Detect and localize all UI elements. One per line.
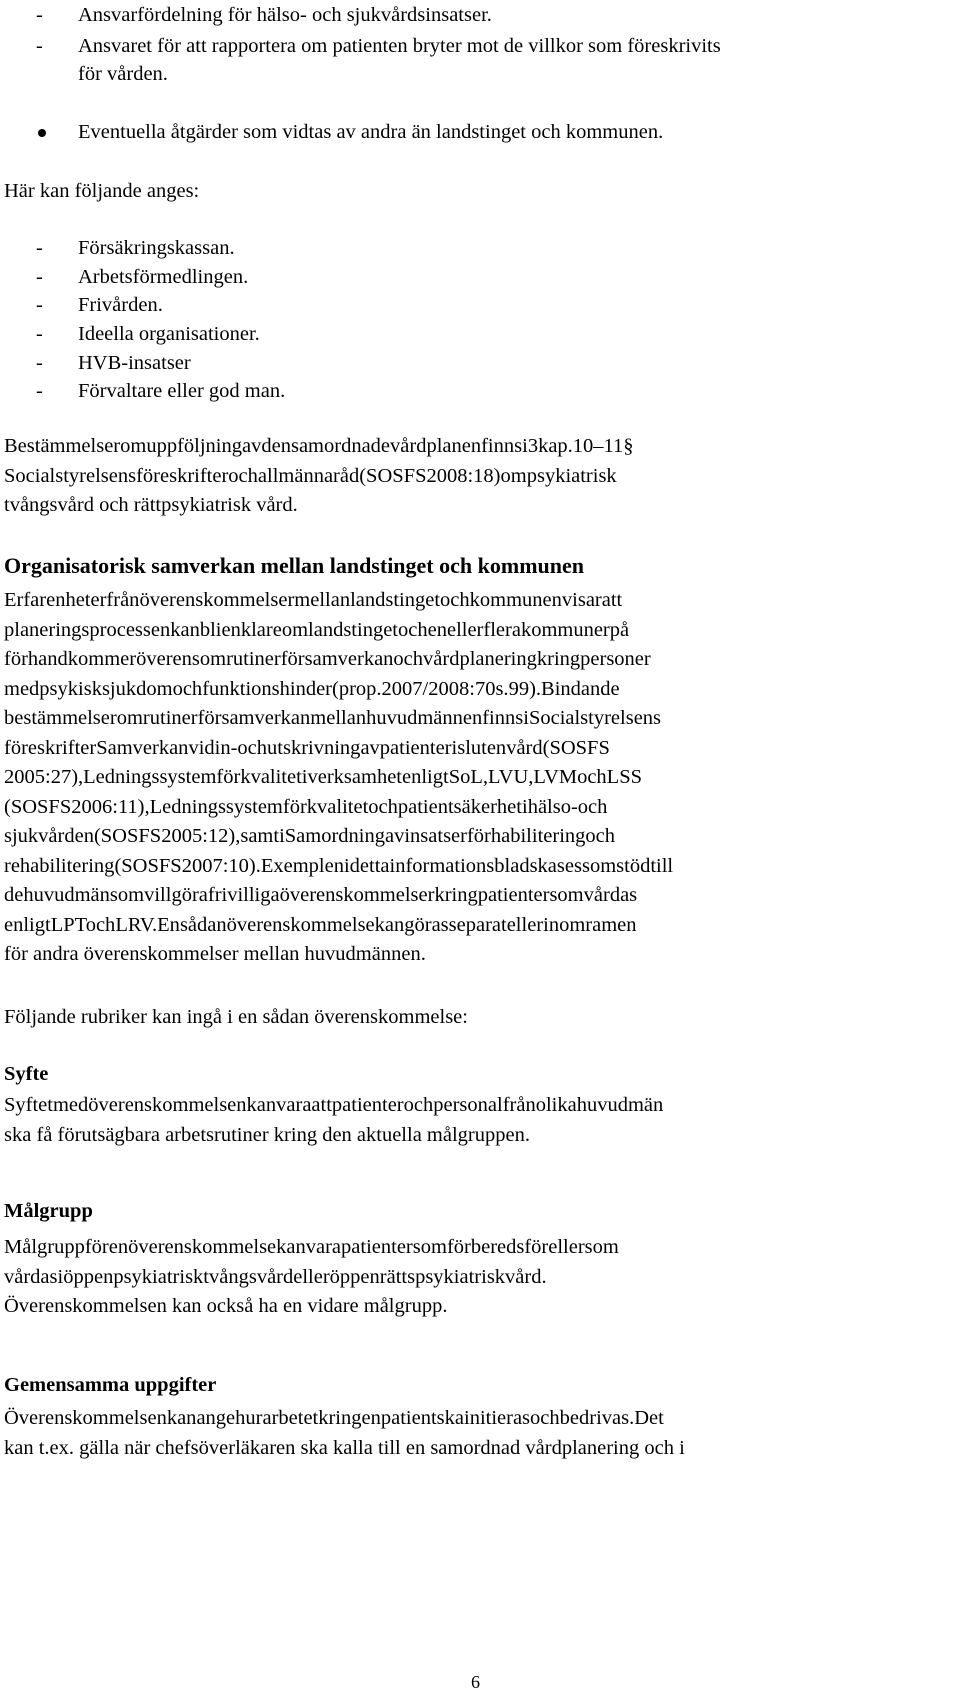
- word: råd: [333, 464, 360, 487]
- dash-item-text: HVB-insatser: [78, 352, 191, 374]
- word: Samverkan: [96, 736, 189, 759]
- word: bestämmelser: [4, 707, 117, 729]
- word: vid: [188, 736, 215, 759]
- word: Bindande: [541, 677, 620, 700]
- word: i: [279, 825, 285, 847]
- word: ska: [529, 854, 557, 877]
- paragraph-line: [4, 881, 956, 911]
- paragraph-line: [4, 586, 956, 616]
- word: informationsblad: [389, 854, 530, 877]
- word: rehabilitering: [4, 854, 115, 877]
- word: LSS: [606, 766, 642, 788]
- word: i: [522, 435, 528, 457]
- word: flera: [483, 618, 521, 641]
- word: –: [593, 435, 604, 457]
- word: mellan: [310, 707, 367, 729]
- word: Ledningssystem: [83, 766, 217, 788]
- paragraph-line: [4, 1263, 956, 1293]
- word: eller: [446, 618, 484, 641]
- word: samverkan: [304, 648, 394, 670]
- word: som: [109, 884, 145, 906]
- word: göras: [404, 913, 449, 936]
- malgrupp-paragraph: [4, 1233, 956, 1322]
- word: och: [85, 913, 116, 936]
- word: om: [500, 464, 527, 487]
- word: från: [106, 589, 140, 611]
- word: LVM: [533, 766, 578, 788]
- word: ange: [196, 1407, 236, 1429]
- word: (SOSFS: [4, 795, 72, 818]
- section-paragraph: [4, 586, 956, 970]
- word: kvalitet: [240, 766, 302, 788]
- word: överenskommelse: [226, 913, 375, 936]
- word: initieras: [464, 1407, 531, 1429]
- word: med: [4, 677, 40, 700]
- word: Socialstyrelsens: [4, 464, 137, 487]
- word: separat: [448, 913, 507, 936]
- malgrupp-heading: Målgrupp: [4, 1200, 93, 1222]
- word: ska: [436, 1407, 464, 1429]
- word: och: [228, 464, 258, 487]
- paragraph-line: [4, 616, 956, 646]
- word: rutiner: [226, 648, 281, 670]
- word: sådan: [179, 913, 227, 936]
- word: personal: [433, 1094, 503, 1116]
- word: samordnade: [290, 435, 391, 457]
- word: psykiatrisk: [526, 464, 617, 487]
- word: kring: [434, 884, 478, 906]
- dash-item-text: Försäkringskassan.: [78, 237, 235, 259]
- word: frivilliga: [207, 884, 280, 906]
- word: kan: [246, 1094, 277, 1116]
- word: kring: [536, 648, 581, 670]
- paragraph-line: [4, 675, 956, 705]
- syfte-paragraph: [4, 1091, 956, 1150]
- anges-intro: Här kan följande anges:: [4, 180, 200, 202]
- rubriker-intro: Följande rubriker kan ingå i en sådan överenskommelse:: [4, 1006, 468, 1028]
- word: kan: [170, 618, 200, 641]
- word: om: [281, 618, 309, 641]
- word: att: [601, 589, 623, 611]
- word: vill: [144, 884, 172, 906]
- word: sluten: [457, 736, 507, 759]
- word: personer: [580, 648, 651, 670]
- dash-item-text: Ansvaret för att rapportera om patienten bryter mot de villkor som föreskrivits: [78, 35, 721, 57]
- word: i: [301, 766, 308, 788]
- word: Exemplen: [260, 854, 344, 877]
- word: och: [172, 677, 203, 700]
- word: med: [52, 1094, 89, 1116]
- uppfoljning-paragraph: [4, 432, 956, 521]
- word: Socialstyrelsens: [528, 707, 662, 729]
- paragraph-line: [4, 645, 956, 675]
- word: utskrivning: [267, 736, 361, 759]
- word: överenskommelsen: [88, 1094, 247, 1116]
- word: Det: [634, 1407, 664, 1429]
- word: 10: [572, 435, 594, 457]
- word: samt: [240, 825, 280, 847]
- word: patienter: [331, 1094, 404, 1116]
- word: för: [466, 825, 491, 847]
- word: §: [623, 435, 634, 457]
- word: enklare: [221, 618, 282, 641]
- paragraph-line: [4, 734, 956, 764]
- word: SoL,: [448, 766, 488, 788]
- word: kan: [276, 1236, 306, 1258]
- word: patienter: [341, 1236, 413, 1258]
- word: 2008:18): [426, 464, 501, 487]
- word: förhand: [4, 648, 68, 670]
- word: (SOSFS: [542, 736, 610, 759]
- word: in-: [214, 736, 238, 759]
- word: överenskommelser: [139, 589, 295, 611]
- word: Målgrupp: [4, 1236, 85, 1258]
- word: Ledningssystem: [149, 795, 283, 818]
- word: och: [530, 1407, 560, 1429]
- word: 99).: [508, 677, 542, 700]
- word: rutiner: [142, 707, 198, 729]
- word: vara: [276, 1094, 312, 1116]
- dash-item-continuation: för vården.: [78, 63, 168, 85]
- word: 2006:11),: [71, 795, 150, 818]
- word: psykisk: [39, 677, 102, 700]
- paragraph-line: för andra överenskommelser mellan huvudmännen.: [4, 943, 426, 965]
- word: (SOSFS: [359, 464, 427, 487]
- word: LVU,: [488, 766, 534, 788]
- word: hälso-: [527, 795, 578, 818]
- dash-marker: -: [36, 323, 43, 345]
- word: från: [502, 1094, 536, 1116]
- word: och: [403, 1094, 434, 1116]
- word: uppföljning: [146, 435, 243, 457]
- word: eller: [293, 1265, 330, 1288]
- word: (prop.: [332, 677, 382, 700]
- word: överenskommelse: [128, 1236, 277, 1258]
- word: att: [311, 1094, 332, 1116]
- word: planeringsprocessen: [4, 618, 171, 641]
- word: Samordning: [284, 825, 385, 847]
- paragraph-line: tvångsvård och rättpsykiatrisk vård.: [4, 494, 298, 516]
- word: tvångsvård: [203, 1265, 294, 1288]
- word: finns: [482, 707, 524, 729]
- word: föreskrifter: [4, 736, 97, 759]
- paragraph-line: [4, 793, 956, 823]
- word: Erfarenheter: [4, 589, 107, 611]
- gemensamma-heading: Gemensamma uppgifter: [4, 1374, 217, 1396]
- word: 2005:12),: [161, 825, 241, 847]
- word: till: [650, 854, 674, 877]
- word: för: [280, 648, 305, 670]
- paragraph-line: [4, 1091, 956, 1121]
- word: vård.: [505, 1265, 547, 1288]
- page-number: 6: [471, 1672, 480, 1692]
- word: allmänna: [257, 464, 334, 487]
- word: visar: [561, 589, 602, 611]
- word: kommuner: [520, 618, 610, 641]
- word: bedrivas.: [559, 1407, 635, 1429]
- word: rättspsykiatrisk: [379, 1265, 506, 1288]
- word: (SOSFS: [93, 825, 162, 847]
- section-heading: Organisatorisk samverkan mellan landstinget och kommunen: [4, 553, 584, 578]
- word: ramen: [585, 913, 637, 936]
- dash-marker: -: [36, 352, 43, 374]
- word: 11: [603, 435, 624, 457]
- paragraph-line: [4, 852, 956, 882]
- word: och: [440, 589, 470, 611]
- word: vård: [506, 736, 543, 759]
- paragraph-line: [4, 1233, 956, 1263]
- word: kap.: [538, 435, 573, 457]
- word: på: [609, 618, 630, 641]
- word: och: [368, 795, 398, 818]
- word: landstinget: [308, 618, 398, 641]
- word: som: [584, 1236, 619, 1258]
- word: om: [116, 707, 143, 729]
- word: samverkan: [221, 707, 311, 729]
- word: för: [216, 766, 241, 788]
- word: och: [577, 795, 608, 818]
- word: Överenskommelsen: [4, 1407, 167, 1429]
- dash-marker: -: [36, 294, 43, 316]
- paragraph-line: [4, 822, 956, 852]
- dash-marker: -: [36, 35, 43, 57]
- word: och: [585, 825, 616, 847]
- word: vårdas: [583, 884, 638, 906]
- word: patienter: [477, 884, 550, 906]
- paragraph-line: kan t.ex. gälla när chefsöverläkaren ska kalla till en samordnad vårdplanering och i: [4, 1436, 685, 1459]
- word: 2007/2008:70: [381, 677, 496, 700]
- word: för: [197, 707, 222, 729]
- dash-item-text: Ansvarfördelning för hälso- och sjukvårdsinsatser.: [78, 4, 492, 26]
- word: eller: [548, 1236, 585, 1258]
- word: i: [451, 736, 458, 759]
- word: patienter: [379, 736, 452, 759]
- word: i: [523, 707, 529, 729]
- word: de: [4, 884, 24, 906]
- word: bli: [199, 618, 222, 641]
- word: landstinget: [350, 589, 441, 611]
- word: en: [108, 1236, 129, 1258]
- word: den: [261, 435, 291, 457]
- word: finns: [481, 435, 523, 457]
- word: och: [398, 618, 428, 641]
- word: kommunen: [469, 589, 562, 611]
- word: göra: [171, 884, 208, 906]
- word: patient: [380, 1407, 437, 1429]
- dash-item-text: Förvaltare eller god man.: [78, 380, 286, 402]
- dash-marker: -: [36, 380, 43, 402]
- word: kan: [374, 913, 405, 936]
- word: LRV.: [115, 913, 158, 936]
- word: detta: [349, 854, 390, 877]
- dash-marker: -: [36, 237, 43, 259]
- word: en: [427, 618, 447, 641]
- word: kvalitet: [306, 795, 369, 818]
- word: överenskommelser: [279, 884, 435, 906]
- word: och: [237, 736, 268, 759]
- word: föreskrifter: [136, 464, 229, 487]
- word: eller: [506, 913, 544, 936]
- word: som: [581, 854, 617, 877]
- word: olika: [535, 1094, 577, 1116]
- word: habilitering: [490, 825, 586, 847]
- word: mellan: [294, 589, 351, 611]
- paragraph-line: [4, 1404, 956, 1434]
- bullet-icon: [38, 129, 46, 137]
- word: för: [524, 1236, 549, 1258]
- word: för: [84, 1236, 109, 1258]
- word: ses: [556, 854, 582, 877]
- word: inom: [543, 913, 586, 936]
- dash-marker: -: [36, 266, 43, 288]
- paragraph-line: Överenskommelsen kan också ha en vidare målgrupp.: [4, 1295, 448, 1317]
- word: i: [521, 795, 528, 818]
- word: enligt: [402, 766, 449, 788]
- paragraph-line: ska få förutsägbara arbetsrutiner kring den aktuella målgruppen.: [4, 1123, 530, 1146]
- word: patientsäkerhet: [397, 795, 522, 818]
- word: öppen: [329, 1265, 380, 1288]
- word: öppen: [63, 1265, 114, 1288]
- dash-marker: -: [36, 4, 43, 26]
- dash-item-text: Arbetsförmedlingen.: [78, 266, 249, 288]
- word: vårdas: [4, 1265, 58, 1288]
- dash-item-text: Ideella organisationer.: [78, 323, 260, 345]
- word: om: [120, 435, 147, 457]
- word: en: [361, 1407, 381, 1429]
- word: vårdplanering: [423, 648, 537, 670]
- word: och: [393, 648, 424, 670]
- syfte-heading: Syfte: [4, 1063, 49, 1085]
- word: sjukdom: [101, 677, 173, 700]
- word: huvudmännen: [366, 707, 483, 729]
- word: psykiatrisk: [113, 1265, 204, 1288]
- word: En: [157, 913, 180, 936]
- word: vara: [305, 1236, 342, 1258]
- paragraph-line: [4, 432, 956, 462]
- word: om: [199, 648, 227, 670]
- word: kommer: [67, 648, 137, 670]
- word: s.: [495, 677, 509, 700]
- word: sjukvården: [4, 825, 94, 847]
- bullet-item-text: Eventuella åtgärder som vidtas av andra än landstinget och kommunen.: [78, 121, 664, 143]
- word: insatser: [404, 825, 467, 847]
- word: hur: [235, 1407, 263, 1429]
- word: förbereds: [446, 1236, 525, 1258]
- word: huvudmän: [576, 1094, 664, 1116]
- word: enligt: [4, 913, 51, 936]
- word: Bestämmelser: [4, 435, 121, 457]
- word: och: [577, 766, 607, 788]
- paragraph-line: [4, 763, 956, 793]
- paragraph-line: [4, 911, 956, 941]
- word: vårdplanen: [390, 435, 482, 457]
- word: i: [343, 854, 350, 877]
- word: för: [282, 795, 307, 818]
- word: i: [57, 1265, 64, 1288]
- word: Syftet: [4, 1094, 53, 1116]
- word: av: [360, 736, 380, 759]
- paragraph-line: [4, 704, 956, 734]
- word: kan: [166, 1407, 197, 1429]
- word: arbetet: [262, 1407, 319, 1429]
- word: huvudmän: [23, 884, 110, 906]
- word: av: [242, 435, 262, 457]
- word: som: [412, 1236, 447, 1258]
- word: överens: [136, 648, 200, 670]
- word: av: [385, 825, 405, 847]
- word: 2005:27),: [4, 766, 84, 788]
- paragraph-line: [4, 462, 956, 492]
- word: som: [549, 884, 584, 906]
- word: stöd: [616, 854, 651, 877]
- gemensamma-paragraph: [4, 1404, 956, 1463]
- word: verksamhet: [307, 766, 402, 788]
- word: 3: [527, 435, 539, 457]
- word: LPT: [50, 913, 86, 936]
- word: kring: [318, 1407, 362, 1429]
- word: (SOSFS: [114, 854, 182, 877]
- word: 2007:10).: [181, 854, 261, 877]
- word: funktionshinder: [202, 677, 333, 700]
- dash-item-text: Frivården.: [78, 294, 163, 316]
